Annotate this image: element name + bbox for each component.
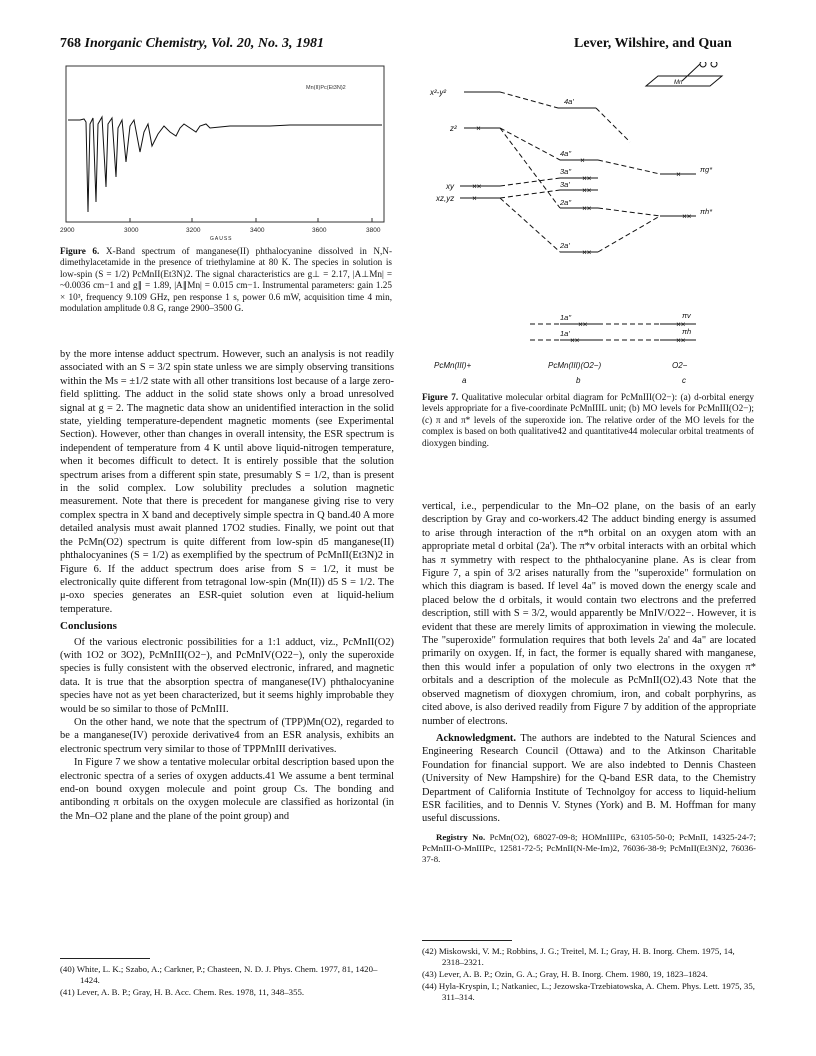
mo-level-label: 1a" — [560, 313, 572, 322]
d-orbital-label: x²-y² — [430, 88, 446, 97]
col-letter-a: a — [462, 376, 467, 385]
left-para-1: by the more intense adduct spectrum. However, such an analysis is not readily associated with an S = 3/2 spin state unless we are simply observing transitions within the Ms = ±1/2 state with all other transitions lost because of a large zero-field splitting. The adduct in the solid state shows only a broad unresolved signal at g = 2. The magnetic data show an unidentified interaction in the solid state, yielding temperature-dependent magnetic moments (see Experimental Section). However, other than changes in overall intensity, the ESR spectrum is independent of temperature from 4 K until above liquid-nitrogen temperature, when it becomes difficult to detect. It is entirely possible that the solution spectrum arises from a different spin state, presumably S = 1/2, than is present in the solid complex. Low solubility precludes a solution magnetic measurement. Note that there is precedent for manganese giving rise to very complex spectra in X band and deceptively simple spectra in Q band.40 A more detailed analysis must await planned 17O2 studies. Finally, we point out that the PcMn(O2) spectrum is quite different from low-spin d5 manganese(II) phthalocyanines (S = 1/2) as exemplified by the spectrum of PcMnII(Et3N)2 in Figure 6. If the adduct spectrum does arise from S = 1/2, it must be electronically quite different from tetragonal low-spin (Mn(II)) d5 S = 1/2. The μ-oxo species generates an ESR-quiet solution even at liquid-helium temperature. — [60, 349, 394, 615]
footnote-42: (42) Miskowski, V. M.; Robbins, J. G.; Treitel, M. I.; Gray, H. B. Inorg. Chem. 1975, 14, 2318–2321. — [422, 946, 735, 967]
figure-7-mo-diagram — [420, 62, 740, 390]
svg-text:×: × — [476, 124, 481, 133]
left-para-4: In Figure 7 we show a tentative molecular orbital description based upon the electronic spectra of a series of oxygen adducts.41 We assume a bent terminal end-on bound oxygen molecule and point group Cs. The bonding and antibonding π orbitals on the oxygen molecule are classified as horizontal (in the Mn–O2 plane and the plane of the point group) and — [60, 757, 394, 822]
ack-label: Acknowledgment. — [436, 732, 516, 744]
d-orbital-label: z² — [450, 124, 457, 133]
right-column — [422, 500, 756, 865]
journal-citation: Inorganic Chemistry, Vol. 20, No. 3, 1981 — [84, 36, 324, 51]
svg-text:×: × — [472, 194, 477, 203]
o2-orbital-label: πh* — [700, 207, 713, 216]
svg-text:××: ×× — [582, 248, 592, 257]
col-label-c: O2− — [672, 361, 688, 370]
registry-label: Registry No. — [436, 831, 486, 842]
svg-text:××: ×× — [676, 320, 686, 329]
svg-text:××: ×× — [570, 336, 580, 345]
o2-orbital-label: πv — [682, 311, 691, 320]
figure-7-label: Figure 7. — [422, 392, 459, 402]
mo-level-label: 2a" — [560, 198, 572, 207]
figure-6-caption-text: X-Band spectrum of manganese(II) phthalocyanine dissolved in N,N-dimethylacetamide in the presence of triethylamine at 80 K. The species in solution is low-spin (S = 1/2) PcMnII(Et3N)2. The signal characteristics are g⊥ = 2.17, |A⊥Mn| = ~0.0036 cm−1 and g∥ = 1.89, |A∥Mn| = 0.015 cm−1. Instrumental parameters: gain 1.25 × 10³, frequency 9.109 GHz, pen response 1 s, power 0.6 mW, acquisition time 4 min, modulation amplitude 0.8 G, range 2900–3500 G. — [60, 246, 393, 314]
acknowledgment — [422, 732, 756, 826]
mo-level-label: 4a" — [560, 149, 572, 158]
ack-text: The authors are indebted to the Natural Sciences and Engineering Research Council (Ottawa) and to the Atkinson Charitable Foundation for financial support. We are also indebted to Dennis Chasteen (University of New Hampshire) for the Q-band ESR data, to the Chemistry Department of California Institute of Technolgoy for access to liquid-helium ESR facilities, and to Dennis V. Stynes (York) and B. M. Hoffman for many useful discussions. — [422, 732, 756, 825]
x-tick-label: 3400 — [250, 227, 265, 234]
right-para-1: vertical, i.e., perpendicular to the Mn–O2 plane, on the basis of an early description by Gray and co-workers.42 The adduct binding energy is assumed to arise through interaction of the π*h orbital on an oxygen atom with an appropriate metal d orbital (2a'). The π*v orbital interacts with an orbital which has π symmetry with respect to the phthalocyanine plane. As is clear from Figure 7, a spin of 3/2 arises naturally from the "superoxide" formulation on which this diagram is based. If level 4a" is moved down the energy scale and placed below the d orbitals, it would contain two electrons and the preferred description, still with S = 3/2, would apparently be MnIV/O22−. However, it is evident that these are merely limits of approximation in viewing the molecule. The "superoxide" formulation requires that both levels 2a' and 4a" are located primarily on oxygen. If, in fact, the former is equally shared with manganese, then this would infer a population of only two electrons in the oxygen π* orbitals and a description of the molecule as PcMnII(O2).43 Note that the observed magnetism of dioxygen chromium, iron, and cobalt porphyrins, as cited above, is also derived readily from Figure 7 by addition of the appropriate number of electrons. — [422, 501, 756, 727]
running-header-authors: Lever, Wilshire, and Quan — [574, 36, 732, 51]
svg-text:×: × — [676, 170, 681, 179]
figure-7-caption — [422, 392, 754, 449]
left-para-2: Of the various electronic possibilities for a 1:1 adduct, viz., PcMnII(O2) (with 1O2 or 3O2), PcMnIII(O2−), and PcMnIV(O22−), only the superoxide species is fully consistent with the observed electronic, infrared, and magnetic data. It is true that the absorption spectra of manganese(IV) phthalocyanine species have not as yet been characterized, but it seems highly improbable they would be so similar to those of PcMnIII. — [60, 636, 394, 715]
footnote-rule-right — [422, 940, 512, 941]
registry-text: PcMn(O2), 68027-09-8; HOMnIIIPc, 63105-50-0; PcMnII, 14325-24-7; PcMnIII-O-MnIIIPc, 12581-72-5; PcMnII(N-Me-Im)2, 76036-38-9; PcMnII(Et3N)2, 76036-37-8. — [422, 831, 757, 864]
page-number: 768 — [60, 36, 81, 51]
svg-text:××: ×× — [676, 336, 686, 345]
left-para-3: On the other hand, we note that the spectrum of (TPP)Mn(O2), regarded to be a manganese(IV) peroxide derivative4 from an ESR analysis, exhibits an electronic spectrum very similar to those of TPPMnIII derivatives. — [60, 716, 394, 755]
section-heading-conclusions: Conclusions — [60, 620, 117, 633]
svg-text:Mn: Mn — [674, 80, 683, 86]
x-tick-label: 3800 — [366, 227, 381, 234]
left-column — [60, 348, 394, 823]
d-orbital-label: xz,yz — [436, 194, 455, 203]
svg-text:××: ×× — [682, 212, 692, 221]
footnote-44: (44) Hyla-Kryspin, I.; Natkaniec, L.; Jezowska-Trzebiatowska, A. Chem. Phys. Lett. 1975, 35, 311–314. — [422, 981, 755, 1002]
footnote-40: (40) White, L. K.; Szabo, A.; Carkner, P.; Chasteen, N. D. J. Phys. Chem. 1977, 81, 1420–1424. — [60, 964, 378, 985]
svg-text:×: × — [580, 156, 585, 165]
svg-text:××: ×× — [582, 174, 592, 183]
d-orbital-label: xy — [446, 182, 454, 191]
spectrum-inset-label: Mn(II)Pc(Et3N)2 — [306, 85, 346, 91]
x-tick-label: 3000 — [124, 227, 139, 234]
footnote-43: (43) Lever, A. B. P.; Ozin, G. A.; Gray, H. B. Inorg. Chem. 1980, 19, 1823–1824. — [422, 969, 708, 979]
footnotes-left — [60, 964, 394, 999]
spectrum-trace — [68, 117, 382, 212]
o2-orbital-label: πg* — [700, 165, 713, 174]
footnotes-right — [422, 946, 756, 1004]
col-label-b: PcMn(III)(O2−) — [548, 361, 602, 370]
porphyrin-plane — [646, 76, 722, 86]
mo-level-label: 2a' — [560, 241, 570, 250]
col-letter-b: b — [576, 376, 581, 385]
o2-orbital-label: πh — [682, 327, 692, 336]
figure-6-spectrum — [60, 62, 390, 244]
mo-level-label: 3a' — [560, 180, 570, 189]
x-tick-label: 3600 — [312, 227, 327, 234]
registry-numbers — [422, 832, 756, 865]
mo-level-label: 3a" — [560, 167, 572, 176]
svg-text:××: ×× — [472, 182, 482, 191]
footnote-41: (41) Lever, A. B. P.; Gray, H. B. Acc. Chem. Res. 1978, 11, 348–355. — [60, 987, 305, 997]
svg-text:××: ×× — [578, 320, 588, 329]
figure-7-caption-text: Qualitative molecular orbital diagram for PcMnIII(O2−): (a) d-orbital energy levels appropriate for a five-coordinate PcMnIIIL unit; (b) MO levels for PcMnIII(O2−); (c) π and π* levels of the superoxide ion. The relative order of the MO levels for the complex is based on both qualitative42 and quantitative44 molecular orbital treatments of dioxygen binding. — [422, 392, 754, 448]
col-letter-c: c — [682, 376, 686, 385]
mo-level-label: 4a' — [564, 97, 574, 106]
mo-level-label: 1a' — [560, 329, 570, 338]
figure-6-caption — [60, 246, 392, 314]
x-tick-label: 3200 — [186, 227, 201, 234]
col-label-a: PcMn(III)+ — [434, 361, 472, 370]
svg-text:××: ×× — [582, 204, 592, 213]
running-header-left — [60, 36, 324, 52]
svg-text:××: ×× — [582, 186, 592, 195]
figure-6-label: Figure 6. — [60, 246, 100, 256]
x-axis-unit: GAUSS — [210, 236, 233, 242]
footnote-rule-left — [60, 958, 150, 959]
x-tick-label: 2900 — [60, 227, 75, 234]
